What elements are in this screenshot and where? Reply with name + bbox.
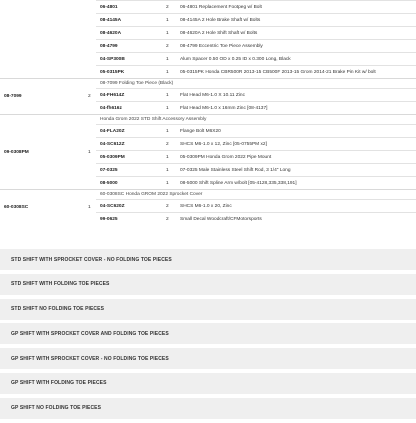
assembly-part-number: 09-0308PM xyxy=(4,149,29,155)
component-qty: 1 xyxy=(162,151,176,164)
component-description: Small Decal Woodcraft/CFMotorsports xyxy=(176,213,416,226)
table-row xyxy=(0,1,416,14)
component-qty: 2 xyxy=(162,213,176,226)
component-qty: 1 xyxy=(162,27,176,40)
kit-section-header[interactable]: GP SHIFT WITH SPROCKET COVER AND FOLDING TOE PIECES xyxy=(0,323,416,344)
component-part-number: 08-5000 xyxy=(96,177,162,190)
component-description: 07-0325 Male Stainless Steel Shift Rod, 3 1/4" Long xyxy=(176,164,416,177)
assembly-qty: 2 xyxy=(88,94,91,99)
component-part-number: 04-SC612Z xyxy=(96,138,162,151)
component-description: 05-0309PM Honda Grom 2022 Pipe Mount xyxy=(176,151,416,164)
component-part-number: 05-0309PM xyxy=(96,151,162,164)
component-part-number: 04-SC620Z xyxy=(96,200,162,213)
component-qty: 2 xyxy=(162,40,176,53)
assembly-part-number: 08-7099 xyxy=(4,94,22,99)
assembly-row xyxy=(0,190,416,200)
component-description: 08-5000 Shift Spline Arm w/bolt [05-4128,335,338,191] xyxy=(176,177,416,190)
assembly-part-number: 60-0308SC xyxy=(4,205,29,210)
table-row xyxy=(0,53,416,66)
component-description: 08-4620A 2 Hole Shift Shaft w/ Bolts xyxy=(176,27,416,40)
component-description: 06-4801 Replacement Footpeg w/ Bolt xyxy=(176,1,416,14)
kit-section-header[interactable]: STD SHIFT WITH FOLDING TOE PIECES xyxy=(0,274,416,295)
component-part-number: 04-FH614Z xyxy=(96,89,162,102)
component-qty: 1 xyxy=(162,14,176,27)
table-row xyxy=(0,27,416,40)
component-part-number: 06-4801 xyxy=(96,1,162,14)
assembly-row xyxy=(0,115,416,125)
component-description: SHCS M6-1.0 x 12, Zinc [05-0755PM x2] xyxy=(176,138,416,151)
component-description: 05-0315PK Honda CBR500R 2013-15 CB500F 2013-15 Grom 2014-21 Brake Pin Kit w/ bolt xyxy=(176,66,416,79)
kit-section-header[interactable]: GP SHIFT NO FOLDING TOE PIECES xyxy=(0,398,416,419)
assembly-title: 08-7099 Folding Toe Piece (Black) xyxy=(100,81,174,86)
component-description: Flat Head M6-1.0 x 16mm Zinc [08-4137] xyxy=(176,102,416,115)
assembly-qty: 1 xyxy=(88,149,91,155)
component-part-number: 04-SP300B xyxy=(96,53,162,66)
table-row xyxy=(0,66,416,79)
assembly-row xyxy=(0,79,416,89)
kit-section-header[interactable]: STD SHIFT NO FOLDING TOE PIECES xyxy=(0,299,416,320)
component-qty: 1 xyxy=(162,125,176,138)
component-part-number: 08-4145A xyxy=(96,14,162,27)
component-qty: 1 xyxy=(162,164,176,177)
component-description: 08-4145A 2 Hole Brake Shaft w/ Bolts xyxy=(176,14,416,27)
component-qty: 1 xyxy=(162,177,176,190)
component-description: SHCS M6-1.0 x 20, Zinc xyxy=(176,200,416,213)
component-description: Alum Spacer 0.50 OD x 0.25 ID x 0.300 Long, Black xyxy=(176,53,416,66)
kit-section-header[interactable]: STD SHIFT WITH SPROCKET COVER - NO FOLDING TOE PIECES xyxy=(0,249,416,270)
component-qty: 2 xyxy=(162,200,176,213)
kit-section-header[interactable]: GP SHIFT WITH SPROCKET COVER - NO FOLDING TOE PIECES xyxy=(0,348,416,369)
component-qty: 2 xyxy=(162,138,176,151)
component-qty: 1 xyxy=(162,102,176,115)
component-qty: 2 xyxy=(162,1,176,14)
kit-section-header[interactable]: GP SHIFT WITH FOLDING TOE PIECES xyxy=(0,373,416,394)
component-qty: 1 xyxy=(162,53,176,66)
table-row xyxy=(0,40,416,53)
component-description: Flat Head M6-1.0 X 10.11 Zinc xyxy=(176,89,416,102)
assembly-qty: 1 xyxy=(88,205,91,210)
component-description: 08-4799 Eccentric Toe Piece Assembly xyxy=(176,40,416,53)
component-qty: 1 xyxy=(162,89,176,102)
assembly-title: Honda Grom 2022 STD Shift Accessory Assembly xyxy=(100,117,207,122)
table-row xyxy=(0,14,416,27)
component-qty: 1 xyxy=(162,66,176,79)
kit-sections xyxy=(0,249,416,423)
component-part-number: 04-fh616z xyxy=(96,102,162,115)
assembly-title: 60-0308SC Honda GROM 2022 Sprocket Cover xyxy=(100,192,203,197)
component-part-number: 08-4620A xyxy=(96,27,162,40)
component-part-number: 99-0625 xyxy=(96,213,162,226)
component-description: Flange Bolt M6X20 xyxy=(176,125,416,138)
component-part-number: 08-4799 xyxy=(96,40,162,53)
component-part-number: 05-0315PK xyxy=(96,66,162,79)
component-part-number: 04-FLA20Z xyxy=(96,125,162,138)
component-part-number: 07-0325 xyxy=(96,164,162,177)
parts-table-body xyxy=(0,1,416,226)
